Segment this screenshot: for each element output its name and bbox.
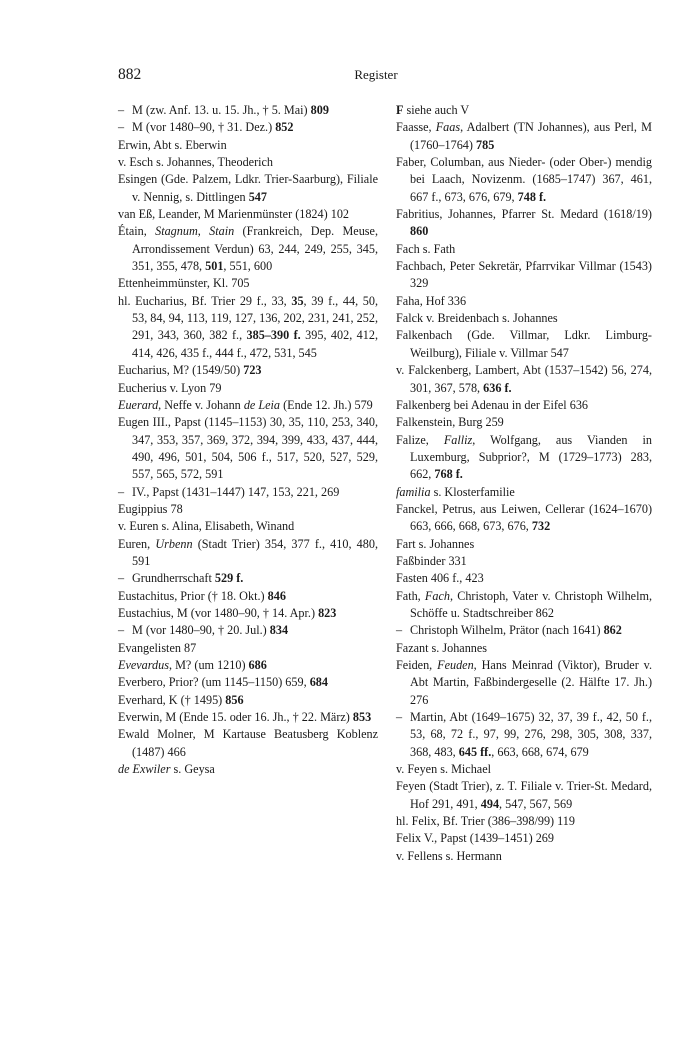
index-entry: Falkenbach (Gde. Villmar, Ldkr. Limburg-Weilburg), Filiale v. Villmar 547 xyxy=(396,328,652,360)
index-entry: familia s. Klosterfamilie xyxy=(396,484,515,499)
index-entry: Erwin, Abt s. Eberwin xyxy=(118,137,227,152)
index-entry: Ettenheimmünster, Kl. 705 xyxy=(118,276,250,291)
index-entry: – M (vor 1480–90, † 20. Jul.) 834 xyxy=(118,623,289,638)
index-entry: Evangelisten 87 xyxy=(118,640,197,655)
index-entry: Eugen III., Papst (1145–1153) 30, 35, 110, 253, 340, 347, 353, 357, 369, 372, 394, 399, 433, 437, 444, 490, 496, 501, 504, 506 f., 517, 520, 527, 529, 557, 565, 572, 591 xyxy=(118,415,378,482)
index-entry: hl. Felix, Bf. Trier (386–398/99) 119 xyxy=(396,814,575,829)
index-entry: Falize, Falliz, Wolfgang, aus Vianden in Luxemburg, Subprior?, M (1729–1773) 283, 662, 768 f. xyxy=(396,432,652,482)
index-entry: Evevardus, M? (um 1210) 686 xyxy=(118,658,267,672)
index-entry: Faßbinder 331 xyxy=(396,553,467,568)
index-entry: Falkenstein, Burg 259 xyxy=(396,415,504,430)
index-entry: Eucherius v. Lyon 79 xyxy=(118,380,222,395)
index-entry: v. Esch s. Johannes, Theoderich xyxy=(118,155,274,170)
index-entry: – M (zw. Anf. 13. u. 15. Jh., † 5. Mai) 809 xyxy=(118,103,329,117)
index-entry: Faha, Hof 336 xyxy=(396,293,467,308)
index-entry: Faber, Columban, aus Nieder- (oder Ober-) mendig bei Laach, Novizenm. (1685–1747) 367, 461, 667 f., 673, 676, 679, 748 f. xyxy=(396,155,652,204)
index-entry: v. Fellens s. Hermann xyxy=(396,848,502,863)
index-entry: Felix V., Papst (1439–1451) 269 xyxy=(396,831,554,846)
index-entry: hl. Eucharius, Bf. Trier 29 f., 33, 35, 39 f., 44, 50, 53, 84, 94, 113, 119, 127, 136, 202, 231, 241, 252, 291, 343, 360, 382 f., 385–390 f. 395, 402, 412, 414, 426, 435 f., 444 f., 472, 531, 545 xyxy=(118,293,378,360)
index-entry: Everwin, M (Ende 15. oder 16. Jh., † 22. März) 853 xyxy=(118,710,372,725)
index-entry: Étain, Stagnum, Stain (Frankreich, Dep. Meuse, Arrondissement Verdun) 63, 244, 249, 255, 345, 351, 355, 478, 501, 551, 600 xyxy=(118,224,378,274)
running-title: Register xyxy=(354,67,398,82)
index-entry: – Martin, Abt (1649–1675) 32, 37, 39 f., 42, 50 f., 53, 68, 72 f., 97, 99, 276, 298, 305, 308, 337, 368, 483, 645 ff., 663, 668, 674, 679 xyxy=(396,710,652,759)
index-entry: Eustachius, M (vor 1480–90, † 14. Apr.) 823 xyxy=(118,605,337,620)
index-entry: Fanckel, Petrus, aus Leiwen, Cellerar (1624–1670) 663, 666, 668, 673, 676, 732 xyxy=(396,501,652,534)
index-entry: de Exwiler s. Geysa xyxy=(118,762,215,777)
index-entry: v. Feyen s. Michael xyxy=(396,762,491,777)
index-entry: Everbero, Prior? (um 1145–1150) 659, 684 xyxy=(118,675,328,690)
index-entry: – Grundherrschaft 529 f. xyxy=(118,571,244,586)
index-column-right xyxy=(396,102,652,865)
index-entry: Esingen (Gde. Palzem, Ldkr. Trier-Saarburg), Filiale v. Nennig, s. Dittlingen 547 xyxy=(118,172,378,204)
index-entry: – M (vor 1480–90, † 31. Dez.) 852 xyxy=(118,120,294,135)
index-entry: Feyen (Stadt Trier), z. T. Filiale v. Trier-St. Medard, Hof 291, 491, 494, 547, 567, 569 xyxy=(396,779,652,811)
index-column-left xyxy=(118,102,378,778)
index-entry: Ewald Molner, M Kartause Beatusberg Koblenz (1487) 466 xyxy=(118,727,378,759)
index-entry: Fachbach, Peter Sekretär, Pfarrvikar Villmar (1543) 329 xyxy=(396,259,652,291)
index-entry: Falkenberg bei Adenau in der Eifel 636 xyxy=(396,397,589,412)
index-entry: Eugippius 78 xyxy=(118,501,183,516)
index-entry: van Eß, Leander, M Marienmünster (1824) 102 xyxy=(118,207,350,222)
index-entry: Fath, Fach, Christoph, Vater v. Christoph Wilhelm, Schöffe u. Stadtschreiber 862 xyxy=(396,588,653,620)
index-entry: Fart s. Johannes xyxy=(396,536,475,551)
index-entry: Fach s. Fath xyxy=(396,241,456,256)
index-entry: F siehe auch V xyxy=(396,103,470,117)
index-entry: Fazant s. Johannes xyxy=(396,640,488,655)
index-entry: Everhard, K († 1495) 856 xyxy=(118,692,244,707)
index-entry: Faasse, Faas, Adalbert (TN Johannes), aus Perl, M (1760–1764) 785 xyxy=(396,120,652,152)
index-entry: – IV., Papst (1431–1447) 147, 153, 221, 269 xyxy=(118,484,340,499)
index-entry: Euerard, Neffe v. Johann de Leia (Ende 12. Jh.) 579 xyxy=(118,397,373,412)
index-entry: Feiden, Feuden, Hans Meinrad (Viktor), Bruder v. Abt Martin, Faßbindergeselle (2. Hälfte 17. Jh.) 276 xyxy=(396,658,653,707)
index-entry: – Christoph Wilhelm, Prätor (nach 1641) 862 xyxy=(396,623,622,638)
index-entry: v. Euren s. Alina, Elisabeth, Winand xyxy=(118,519,295,534)
page-header xyxy=(118,66,634,88)
index-entry: Falck v. Breidenbach s. Johannes xyxy=(396,311,558,326)
index-entry: Eucharius, M? (1549/50) 723 xyxy=(118,363,262,378)
index-entry: Fasten 406 f., 423 xyxy=(396,571,484,586)
index-entry: v. Falckenberg, Lambert, Abt (1537–1542) 56, 274, 301, 367, 578, 636 f. xyxy=(396,363,652,395)
index-entry: Eustachitus, Prior († 18. Okt.) 846 xyxy=(118,588,286,603)
index-entry: Euren, Urbenn (Stadt Trier) 354, 377 f., 410, 480, 591 xyxy=(118,536,378,568)
index-entry: Fabritius, Johannes, Pfarrer St. Medard (1618/19) 860 xyxy=(396,207,652,239)
page-number: 882 xyxy=(118,66,142,83)
